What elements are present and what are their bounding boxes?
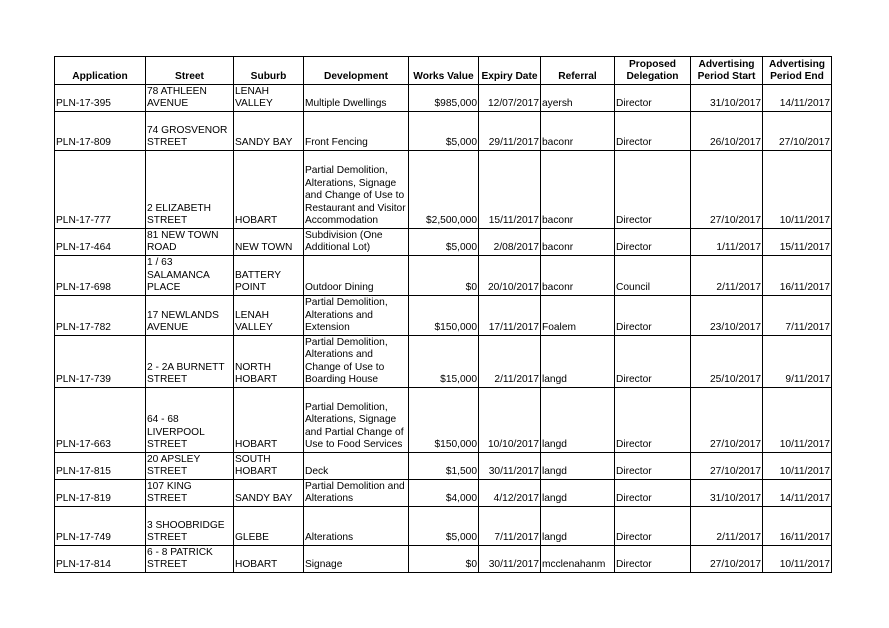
cell-application: PLN-17-782 (55, 296, 146, 336)
cell-delegation: Director (615, 453, 691, 480)
cell-works-value: $1,500 (409, 453, 479, 480)
cell-works-value: $15,000 (409, 336, 479, 388)
cell-application: PLN-17-814 (55, 546, 146, 573)
cell-delegation: Director (615, 151, 691, 229)
cell-delegation: Director (615, 336, 691, 388)
cell-advertising-start: 25/10/2017 (691, 336, 763, 388)
column-header-advertising-start: Advertising Period Start (691, 57, 763, 85)
cell-suburb: NEW TOWN (234, 229, 304, 256)
cell-suburb: HOBART (234, 546, 304, 573)
cell-expiry-date: 7/11/2017 (479, 507, 541, 546)
cell-referral: baconr (541, 112, 615, 151)
cell-advertising-end: 10/11/2017 (763, 453, 832, 480)
cell-suburb: BATTERY POINT (234, 256, 304, 296)
cell-referral: langd (541, 336, 615, 388)
cell-works-value: $150,000 (409, 296, 479, 336)
cell-street: 1 / 63 SALAMANCA PLACE (146, 256, 234, 296)
cell-development: Partial Demolition, Alterations and Extension (304, 296, 409, 336)
cell-advertising-end: 9/11/2017 (763, 336, 832, 388)
cell-referral: baconr (541, 151, 615, 229)
column-header-suburb: Suburb (234, 57, 304, 85)
cell-suburb: LENAH VALLEY (234, 85, 304, 112)
cell-advertising-start: 27/10/2017 (691, 151, 763, 229)
cell-advertising-start: 23/10/2017 (691, 296, 763, 336)
cell-development: Signage (304, 546, 409, 573)
cell-application: PLN-17-395 (55, 85, 146, 112)
cell-delegation: Director (615, 112, 691, 151)
cell-advertising-end: 15/11/2017 (763, 229, 832, 256)
cell-expiry-date: 4/12/2017 (479, 480, 541, 507)
cell-expiry-date: 30/11/2017 (479, 546, 541, 573)
table-row (55, 546, 832, 573)
cell-development: Partial Demolition, Alterations, Signage and Partial Change of Use to Food Services (304, 388, 409, 453)
column-header-referral: Referral (541, 57, 615, 85)
cell-advertising-start: 31/10/2017 (691, 480, 763, 507)
cell-development: Deck (304, 453, 409, 480)
cell-delegation: Director (615, 480, 691, 507)
column-header-works-value: Works Value (409, 57, 479, 85)
cell-advertising-end: 16/11/2017 (763, 256, 832, 296)
table-row (55, 507, 832, 546)
cell-works-value: $0 (409, 256, 479, 296)
cell-works-value: $0 (409, 546, 479, 573)
table-row (55, 112, 832, 151)
cell-suburb: SOUTH HOBART (234, 453, 304, 480)
cell-referral: langd (541, 388, 615, 453)
cell-application: PLN-17-749 (55, 507, 146, 546)
cell-application: PLN-17-739 (55, 336, 146, 388)
cell-expiry-date: 2/11/2017 (479, 336, 541, 388)
table-row (55, 480, 832, 507)
cell-referral: langd (541, 480, 615, 507)
cell-application: PLN-17-815 (55, 453, 146, 480)
table-row (55, 229, 832, 256)
cell-delegation: Director (615, 546, 691, 573)
cell-works-value: $5,000 (409, 507, 479, 546)
cell-suburb: SANDY BAY (234, 112, 304, 151)
cell-suburb: NORTH HOBART (234, 336, 304, 388)
planning-applications-table (54, 56, 832, 573)
column-header-development: Development (304, 57, 409, 85)
cell-advertising-end: 10/11/2017 (763, 546, 832, 573)
cell-advertising-start: 27/10/2017 (691, 388, 763, 453)
cell-development: Alterations (304, 507, 409, 546)
cell-suburb: GLEBE (234, 507, 304, 546)
cell-advertising-end: 14/11/2017 (763, 85, 832, 112)
cell-suburb: HOBART (234, 151, 304, 229)
cell-development: Partial Demolition and Alterations (304, 480, 409, 507)
cell-development: Partial Demolition, Alterations and Change of Use to Boarding House (304, 336, 409, 388)
cell-delegation: Director (615, 507, 691, 546)
cell-delegation: Director (615, 85, 691, 112)
cell-advertising-start: 26/10/2017 (691, 112, 763, 151)
cell-works-value: $5,000 (409, 112, 479, 151)
cell-expiry-date: 20/10/2017 (479, 256, 541, 296)
cell-advertising-start: 2/11/2017 (691, 507, 763, 546)
cell-works-value: $150,000 (409, 388, 479, 453)
cell-delegation: Director (615, 296, 691, 336)
cell-works-value: $985,000 (409, 85, 479, 112)
cell-advertising-start: 27/10/2017 (691, 453, 763, 480)
table-row (55, 296, 832, 336)
cell-works-value: $2,500,000 (409, 151, 479, 229)
cell-street: 107 KING STREET (146, 480, 234, 507)
table-row (55, 336, 832, 388)
cell-street: 2 ELIZABETH STREET (146, 151, 234, 229)
cell-application: PLN-17-698 (55, 256, 146, 296)
cell-referral: ayersh (541, 85, 615, 112)
cell-street: 81 NEW TOWN ROAD (146, 229, 234, 256)
cell-expiry-date: 10/10/2017 (479, 388, 541, 453)
table-row (55, 453, 832, 480)
cell-street: 3 SHOOBRIDGE STREET (146, 507, 234, 546)
cell-referral: mcclenahanm (541, 546, 615, 573)
cell-advertising-start: 27/10/2017 (691, 546, 763, 573)
cell-referral: baconr (541, 256, 615, 296)
cell-advertising-start: 1/11/2017 (691, 229, 763, 256)
cell-delegation: Council (615, 256, 691, 296)
column-header-advertising-end: Advertising Period End (763, 57, 832, 85)
column-header-application: Application (55, 57, 146, 85)
column-header-expiry-date: Expiry Date (479, 57, 541, 85)
cell-referral: langd (541, 507, 615, 546)
cell-development: Outdoor Dining (304, 256, 409, 296)
cell-application: PLN-17-809 (55, 112, 146, 151)
cell-referral: Foalem (541, 296, 615, 336)
cell-works-value: $5,000 (409, 229, 479, 256)
cell-street: 17 NEWLANDS AVENUE (146, 296, 234, 336)
cell-referral: langd (541, 453, 615, 480)
table-row (55, 151, 832, 229)
column-header-delegation: Proposed Delegation (615, 57, 691, 85)
cell-development: Partial Demolition, Alterations, Signage and Change of Use to Restaurant and Visitor Accommodation (304, 151, 409, 229)
cell-street: 64 - 68 LIVERPOOL STREET (146, 388, 234, 453)
cell-development: Multiple Dwellings (304, 85, 409, 112)
cell-advertising-end: 10/11/2017 (763, 388, 832, 453)
cell-delegation: Director (615, 229, 691, 256)
cell-application: PLN-17-777 (55, 151, 146, 229)
table-row (55, 388, 832, 453)
cell-expiry-date: 30/11/2017 (479, 453, 541, 480)
table-row (55, 256, 832, 296)
header-row (55, 57, 832, 85)
cell-advertising-end: 14/11/2017 (763, 480, 832, 507)
cell-street: 78 ATHLEEN AVENUE (146, 85, 234, 112)
cell-street: 2 - 2A BURNETT STREET (146, 336, 234, 388)
cell-application: PLN-17-819 (55, 480, 146, 507)
cell-works-value: $4,000 (409, 480, 479, 507)
cell-development: Front Fencing (304, 112, 409, 151)
cell-delegation: Director (615, 388, 691, 453)
table-row (55, 85, 832, 112)
column-header-street: Street (146, 57, 234, 85)
cell-application: PLN-17-464 (55, 229, 146, 256)
cell-expiry-date: 17/11/2017 (479, 296, 541, 336)
cell-expiry-date: 29/11/2017 (479, 112, 541, 151)
cell-suburb: SANDY BAY (234, 480, 304, 507)
cell-street: 6 - 8 PATRICK STREET (146, 546, 234, 573)
cell-expiry-date: 2/08/2017 (479, 229, 541, 256)
cell-referral: baconr (541, 229, 615, 256)
cell-advertising-start: 31/10/2017 (691, 85, 763, 112)
cell-street: 20 APSLEY STREET (146, 453, 234, 480)
cell-suburb: LENAH VALLEY (234, 296, 304, 336)
cell-advertising-end: 7/11/2017 (763, 296, 832, 336)
cell-suburb: HOBART (234, 388, 304, 453)
cell-advertising-end: 27/10/2017 (763, 112, 832, 151)
cell-street: 74 GROSVENOR STREET (146, 112, 234, 151)
cell-advertising-end: 10/11/2017 (763, 151, 832, 229)
cell-expiry-date: 15/11/2017 (479, 151, 541, 229)
cell-expiry-date: 12/07/2017 (479, 85, 541, 112)
cell-advertising-end: 16/11/2017 (763, 507, 832, 546)
cell-advertising-start: 2/11/2017 (691, 256, 763, 296)
cell-application: PLN-17-663 (55, 388, 146, 453)
cell-development: Subdivision (One Additional Lot) (304, 229, 409, 256)
